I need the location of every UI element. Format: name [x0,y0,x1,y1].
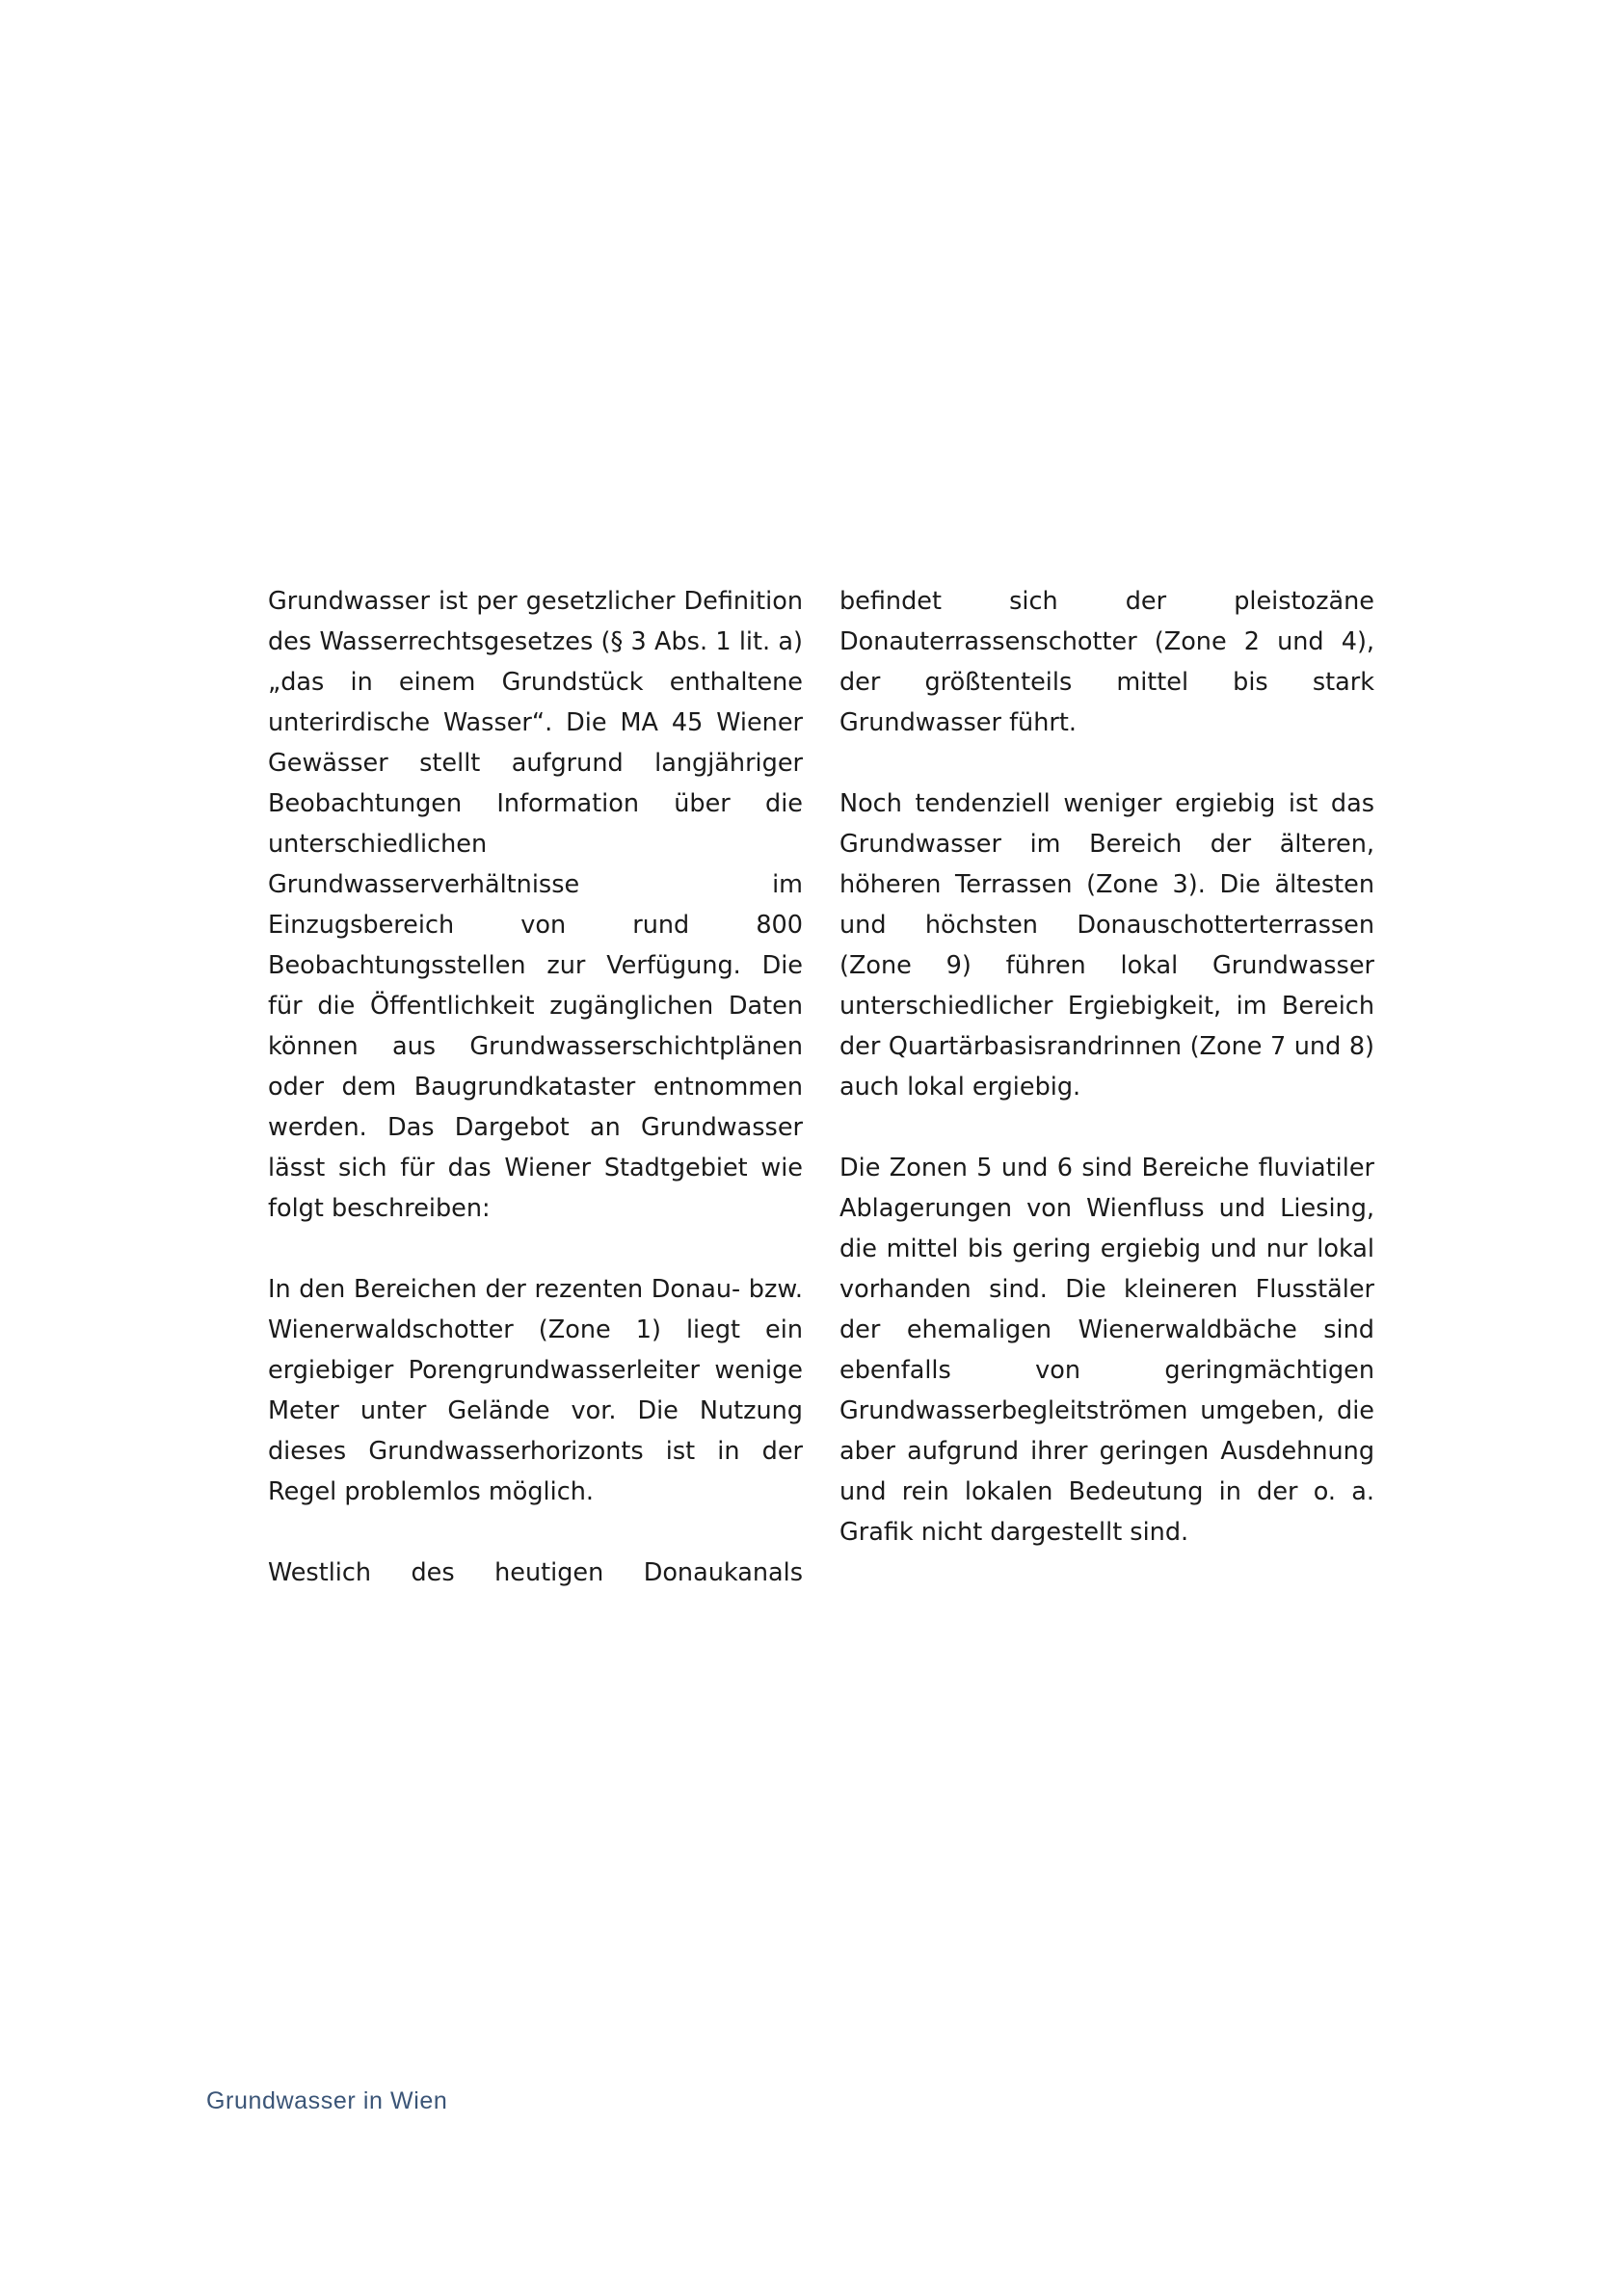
paragraph-zone-1: In den Bereichen der rezenten Donau- bzw. Wienerwaldschotter (Zone 1) liegt ein ergiebiger Porengrundwasserleiter wenige Meter unter Gelände vor. Die Nutzung dieses Grundwasserhorizonts ist in der Regel problemlos möglich. [268,1275,803,1506]
paragraph-definition: Grundwasser ist per gesetzlicher Definition des Wasserrechtsgesetzes (§ 3 Abs. 1 lit. a) „das in einem Grundstück enthaltene unterirdische Wasser“. Die MA 45 Wiener Gewässer stellt aufgrund langjähriger Beobachtungen Information über die unterschiedlichen Grundwasserverhältnisse im Einzugsbereich von rund 800 Beobachtungsstellen zur Verfügung. Die für die Öffentlichkeit zugänglichen Daten können aus Grundwasserschichtplänen oder dem Baugrundkataster entnommen werden. Das Dargebot an Grundwasser lässt sich für das Wiener Stadtgebiet wie folgt beschreiben: [268,587,803,1223]
text-column-left [268,581,803,1633]
paragraph-zone-5-6: Die Zonen 5 und 6 sind Bereiche fluviatiler Ablagerungen von Wienfluss und Liesing, die mittel bis gering ergiebig und nur lokal vorhanden sind. Die kleineren Flusstäler der ehemaligen Wienerwaldbäche sind ebenfalls von geringmächtigen Grundwasserbegleitströmen umgeben, die aber aufgrund ihrer geringen Ausdehnung und rein lokalen Bedeutung in der o. a. Grafik nicht dargestellt sind. [839,1154,1374,1547]
paragraph-zone-2-4: befindet sich der pleistozäne Donauterrassenschotter (Zone 2 und 4), der größtenteils mittel bis stark Grundwasser führt. [839,587,1374,737]
text-column-right [839,581,1374,1593]
footer-title: Grundwasser in Wien [206,2087,448,2114]
paragraph-westlich: Westlich des heutigen Donaukanals [268,1558,803,1587]
paragraph-zone-3-9-7-8: Noch tendenziell weniger ergiebig ist das Grundwasser im Bereich der älteren, höheren Terrassen (Zone 3). Die ältesten und höchsten Donauschotterterrassen (Zone 9) führen lokal Grundwasser unterschiedlicher Ergiebigkeit, im Bereich der Quartärbasisrandrinnen (Zone 7 und 8) auch lokal ergiebig. [839,789,1374,1102]
